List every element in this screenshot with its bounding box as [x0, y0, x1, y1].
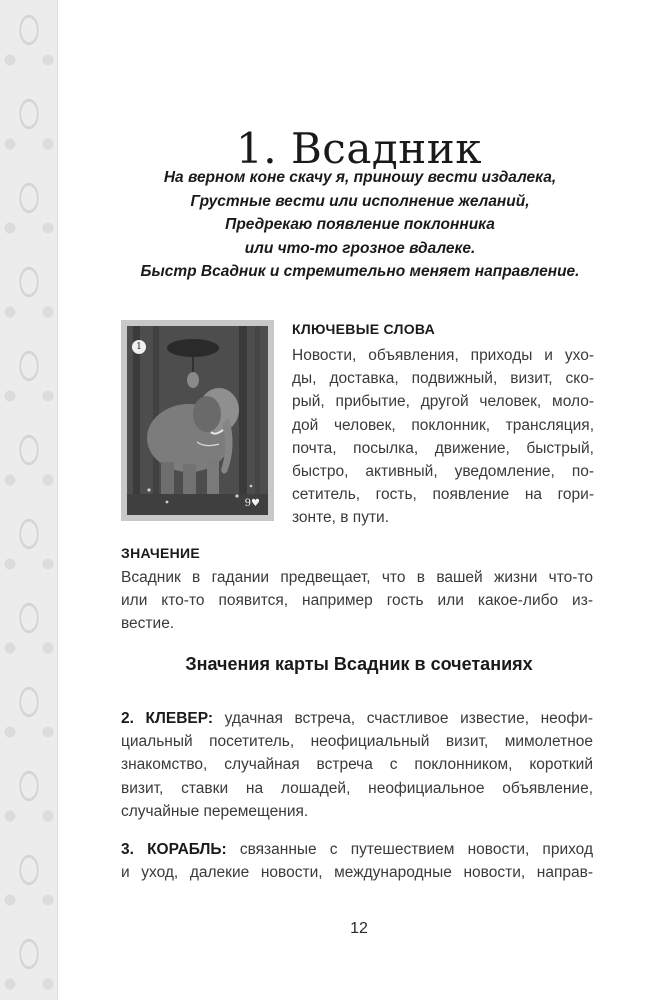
card-image	[121, 320, 274, 521]
poem-line: Быстр Всадник и стремительно меняет направление.	[140, 263, 580, 280]
combination-line: случайные перемещения.	[121, 802, 309, 820]
page-title: 1. Всадник	[236, 124, 482, 174]
keywords-line: дой человек, поклонник, трансляция,	[292, 416, 594, 434]
keywords-line: сетитель, гость, появление на гори-	[292, 486, 594, 504]
keywords-line: ды, доставка, подвижный, визит, ско-	[292, 370, 594, 388]
poem-line: На верном коне скачу я, приношу вести издалека,	[163, 169, 557, 186]
card-playing-value: 9♥	[244, 498, 260, 509]
page-number: 12	[350, 920, 368, 937]
poem-line: или что-то грозное вдалеке.	[244, 239, 476, 257]
meaning-text	[121, 566, 593, 636]
poem-line: Предрекаю появление поклонника	[225, 216, 495, 233]
combination-entry-clover	[121, 707, 593, 823]
combination-line: визит, ставки на лошадей, неофициальное объявление,	[121, 779, 593, 797]
combination-label: 3. КОРАБЛЬ:	[121, 841, 227, 858]
elephant-illustration	[127, 326, 268, 515]
combination-entry-ship	[121, 838, 593, 884]
keywords-line: быстро, активный, уведомление, по-	[292, 463, 594, 481]
combination-text: связанные с путешествием новости, приход	[226, 841, 593, 858]
combination-line: знакомство, случайная встреча с поклонником, короткий	[121, 756, 593, 774]
keywords-heading: КЛЮЧЕВЫЕ СЛОВА	[292, 321, 436, 337]
combination-text: удачная встреча, счастливое известие, неофи-	[213, 710, 593, 727]
keywords-text	[292, 344, 594, 530]
meaning-heading: ЗНАЧЕНИЕ	[121, 545, 201, 561]
combinations-heading: Значения карты Всадник в сочетаниях	[185, 654, 533, 674]
keywords-line: почта, посылка, движение, быстрый,	[292, 439, 594, 457]
combination-line	[121, 838, 593, 861]
meaning-line: Всадник в гадании предвещает, что в вашей жизни что-то	[121, 569, 593, 586]
keywords-line: рый, прибытие, другой человек, моло-	[292, 393, 594, 411]
keywords-line: Новости, объявления, приходы и ухо-	[292, 347, 594, 364]
meaning-line: вестие.	[121, 615, 175, 633]
meaning-line: или кто-то появится, например гость или какое-либо из-	[121, 592, 593, 610]
combination-line: циальный посетитель, неофициальный визит, мимолетное	[121, 733, 593, 751]
decorative-border	[0, 0, 58, 1000]
combination-label: 2. КЛЕВЕР:	[121, 710, 214, 727]
keywords-line: зонте, в пути.	[292, 509, 390, 527]
card-number-badge: 1	[132, 340, 146, 354]
combination-line	[121, 707, 593, 730]
poem-line: Грустные вести или исполнение желаний,	[190, 192, 530, 210]
epigraph-poem	[70, 166, 650, 284]
card-illustration	[127, 326, 268, 515]
combination-line: и уход, далекие новости, международные новости, направ-	[121, 864, 593, 882]
